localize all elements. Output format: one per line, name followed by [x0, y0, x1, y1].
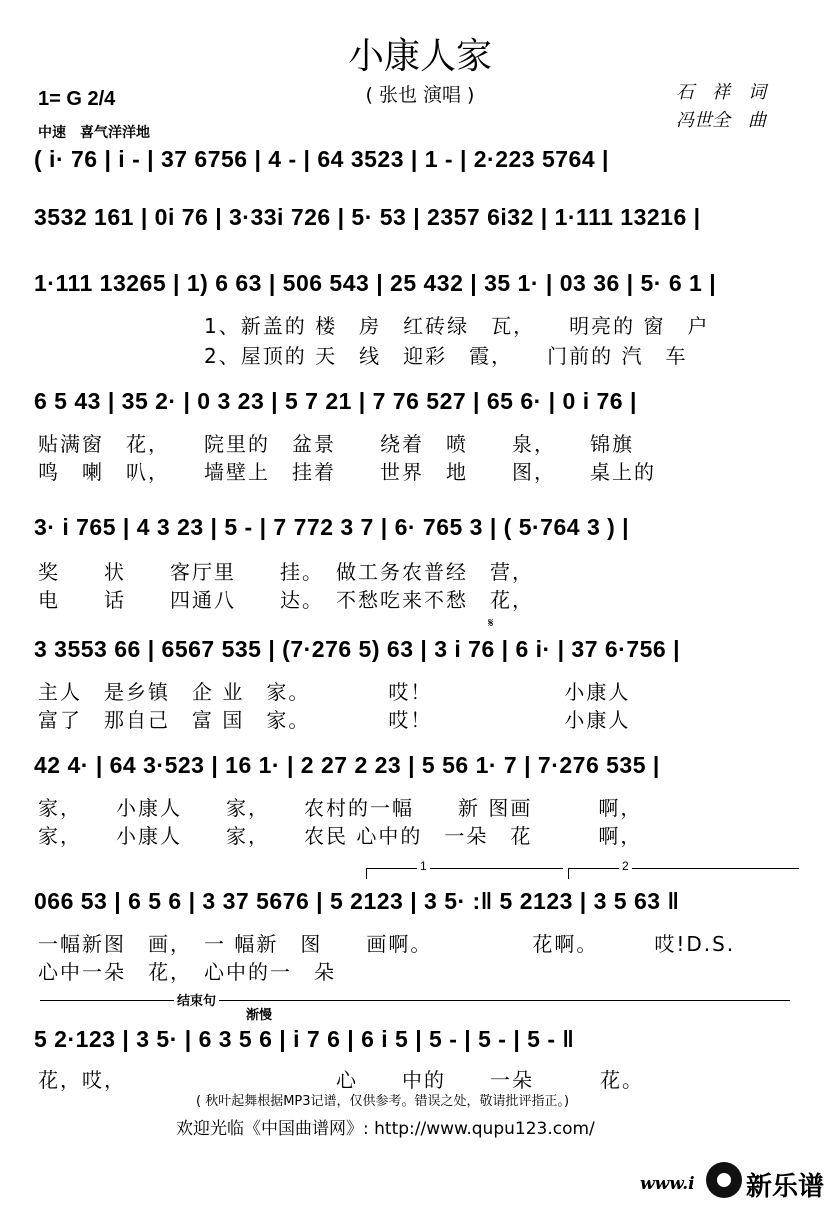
staff-row-3: 1·111 13265 | 1) 6 63 | 506 543 | 25 432 | 35 1· | 03 36 | 5· 6 1 |	[34, 270, 717, 296]
volta-number-1: 1	[417, 859, 430, 873]
lyrics-row-4-verse-1: 贴满窗 花， 院里的 盆景 绕着 喷 泉， 锦旗	[38, 432, 634, 456]
lyrics-row-7-verse-1: 家， 小康人 家， 农村的一幅 新 图画 啊，	[38, 796, 643, 820]
lyrics-row-8-verse-1: 一幅新图 画， 一 幅新 图 画啊。 花啊。 哎!D.S.	[38, 932, 736, 956]
staff-row-2: 3532 161 | 0i 76 | 3·33i 726 | 5· 53 | 2357 6i32 | 1·111 13216 |	[34, 204, 701, 230]
vinyl-logo-icon	[706, 1162, 742, 1198]
watermark-brand: 新乐谱	[746, 1172, 825, 1202]
lyrics-row-4-verse-2: 鸣 喇 叭， 墙壁上 挂着 世界 地 图， 桌上的	[38, 460, 656, 484]
staff-row-6: 3 3553 66 | 6567 535 | (7·276 5) 63 | 3 i 76 | 6 i· | 37 6·756 |	[34, 636, 681, 662]
lyrics-row-6-verse-1: 主人 是乡镇 企 业 家。 哎！ 小康人	[38, 680, 631, 704]
staff-row-8: 066 53 | 6 5 6 | 3 37 5676 | 5 2123 | 3 5· :‖ 5 2123 | 3 5 63 ‖	[34, 888, 680, 914]
staff-row-5: 3· i 765 | 4 3 23 | 5 - | 7 772 3 7 | 6· 765 3 | ( 5·764 3 ) |	[34, 514, 630, 540]
tempo-marking: 中速 喜气洋洋地	[38, 124, 150, 140]
volta-bracket-1	[366, 859, 563, 879]
ending-phrase-label: 结束句	[174, 990, 219, 1009]
composer-credit: 冯世全 曲	[676, 110, 766, 131]
lyrics-row-9: 花，哎， 心 中的 一朵 花。	[38, 1068, 644, 1092]
ending-bracket-line	[40, 1000, 790, 1001]
lyrics-row-6-verse-2: 富了 那自己 富 国 家。 哎！ 小康人	[38, 708, 631, 732]
performer-subtitle: ( 张也 演唱 )	[365, 84, 475, 106]
watermark-url: www.i	[640, 1174, 695, 1194]
staff-row-7: 42 4· | 64 3·523 | 16 1· | 2 27 2 23 | 5 56 1· 7 | 7·276 535 |	[34, 752, 660, 778]
lyrics-row-5-verse-1: 奖 状 客厅里 挂。 做工务农普经 营，	[38, 560, 534, 584]
lyrics-row-7-verse-2: 家， 小康人 家， 农民 心中的 一朵 花 啊，	[38, 824, 643, 848]
volta-bracket-2	[568, 859, 799, 879]
website-welcome: 欢迎光临《中国曲谱网》: http://www.qupu123.com/	[176, 1119, 595, 1139]
lyricist-credit: 石 祥 词	[676, 82, 766, 103]
transcriber-note: ( 秋叶起舞根据MP3记谱，仅供参考。错误之处，敬请批评指正。)	[196, 1094, 570, 1109]
staff-row-1: ( i· 76 | i - | 37 6756 | 4 - | 64 3523 | 1 - | 2·223 5764 |	[34, 146, 609, 172]
lyrics-row-5-verse-2: 电 话 四通八 达。 不愁吃来不愁 花，	[38, 588, 534, 612]
volta-number-2: 2	[619, 859, 632, 873]
page-title: 小康人家	[347, 36, 492, 77]
key-signature: 1= G 2/4	[38, 88, 116, 110]
staff-row-9: 5 2·123 | 3 5· | 6 3 5 6 | i 7 6 | 6 i 5 | 5 - | 5 - | 5 - ‖	[34, 1026, 575, 1052]
ritardando-label: 渐慢	[246, 1008, 273, 1023]
staff-row-4: 6 5 43 | 35 2· | 0 3 23 | 5 7 21 | 7 76 527 | 65 6· | 0 i 76 |	[34, 388, 637, 414]
lyrics-row-3-verse-1: 1、新盖的 楼 房 红砖绿 瓦， 明亮的 窗 户	[204, 314, 710, 338]
lyrics-row-8-verse-2: 心中一朵 花， 心中的一 朵	[38, 960, 336, 984]
segno-sign: 𝄋	[488, 616, 494, 631]
lyrics-row-3-verse-2: 2、屋顶的 天 线 迎彩 霞， 门前的 汽 车	[204, 344, 688, 368]
